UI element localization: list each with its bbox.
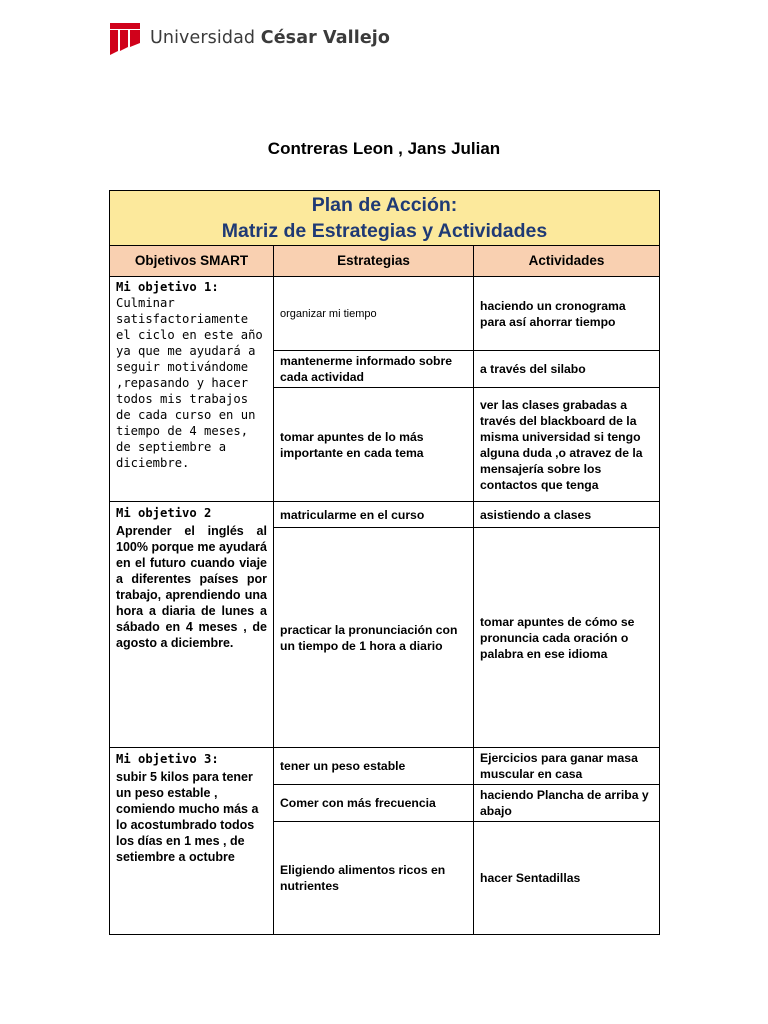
activity-cell: tomar apuntes de cómo se pronuncia cada oración o palabra en ese idioma <box>474 528 660 748</box>
objective-1-label: Mi objetivo 1: <box>116 280 219 294</box>
activity-cell: Ejercicios para ganar masa muscular en casa <box>474 748 660 785</box>
strategy-cell: tomar apuntes de lo más importante en cada tema <box>274 388 474 502</box>
strategy-cell: Eligiendo alimentos ricos en nutrientes <box>274 822 474 935</box>
column-header-activities: Actividades <box>474 246 660 277</box>
column-header-objectives: Objetivos SMART <box>110 246 274 277</box>
activity-cell: a través del silabo <box>474 351 660 388</box>
strategy-cell: Comer con más frecuencia <box>274 785 474 822</box>
table-title: Plan de Acción: Matriz de Estrategias y Actividades <box>110 191 660 246</box>
activity-cell: asistiendo a clases <box>474 502 660 528</box>
activity-cell: hacer Sentadillas <box>474 822 660 935</box>
activity-cell: haciendo Plancha de arriba y abajo <box>474 785 660 822</box>
strategy-cell: organizar mi tiempo <box>274 277 474 351</box>
activity-cell: haciendo un cronograma para así ahorrar tiempo <box>474 277 660 351</box>
objective-3-cell <box>110 748 274 935</box>
objective-3-label: Mi objetivo 3: <box>116 752 219 766</box>
strategy-cell: practicar la pronunciación con un tiempo de 1 hora a diario <box>274 528 474 748</box>
objective-2-cell <box>110 502 274 748</box>
ucv-shield-icon <box>110 21 140 55</box>
column-header-strategies: Estrategias <box>274 246 474 277</box>
strategy-cell: tener un peso estable <box>274 748 474 785</box>
objective-1-cell <box>110 277 274 502</box>
objective-1-text: Culminar satisfactoriamente el ciclo en este año ya que me ayudará a seguir motivándome ,repasando y hacer todos mis trabajos de cada curso en un tiempo de 4 meses, de septiembre a diciembre. <box>116 296 263 470</box>
activity-cell: ver las clases grabadas a través del blackboard de la misma universidad si tengo alguna duda ,o atravez de la mensajería sobre los contactos que tenga <box>474 388 660 502</box>
author-name: Contreras Leon , Jans Julian <box>267 139 501 158</box>
university-name: Universidad César Vallejo <box>150 28 391 48</box>
objective-3-text: subir 5 kilos para tener un peso estable , comiendo mucho más a lo acostumbrado todos los días en 1 mes , de setiembre a octubre <box>116 769 259 864</box>
objective-2-label: Mi objetivo 2 <box>116 506 212 520</box>
university-logo <box>110 20 390 56</box>
strategy-cell: mantenerme informado sobre cada actividad <box>274 351 474 388</box>
action-plan-table <box>109 190 660 935</box>
strategy-cell: matricularme en el curso <box>274 502 474 528</box>
objective-2-text: Aprender el inglés al 100% porque me ayudará en el futuro cuando viaje a diferentes países por trabajo, aprendiendo una hora a diaria de lunes a sábado en 4 meses , de agosto a diciembre. <box>116 523 267 650</box>
